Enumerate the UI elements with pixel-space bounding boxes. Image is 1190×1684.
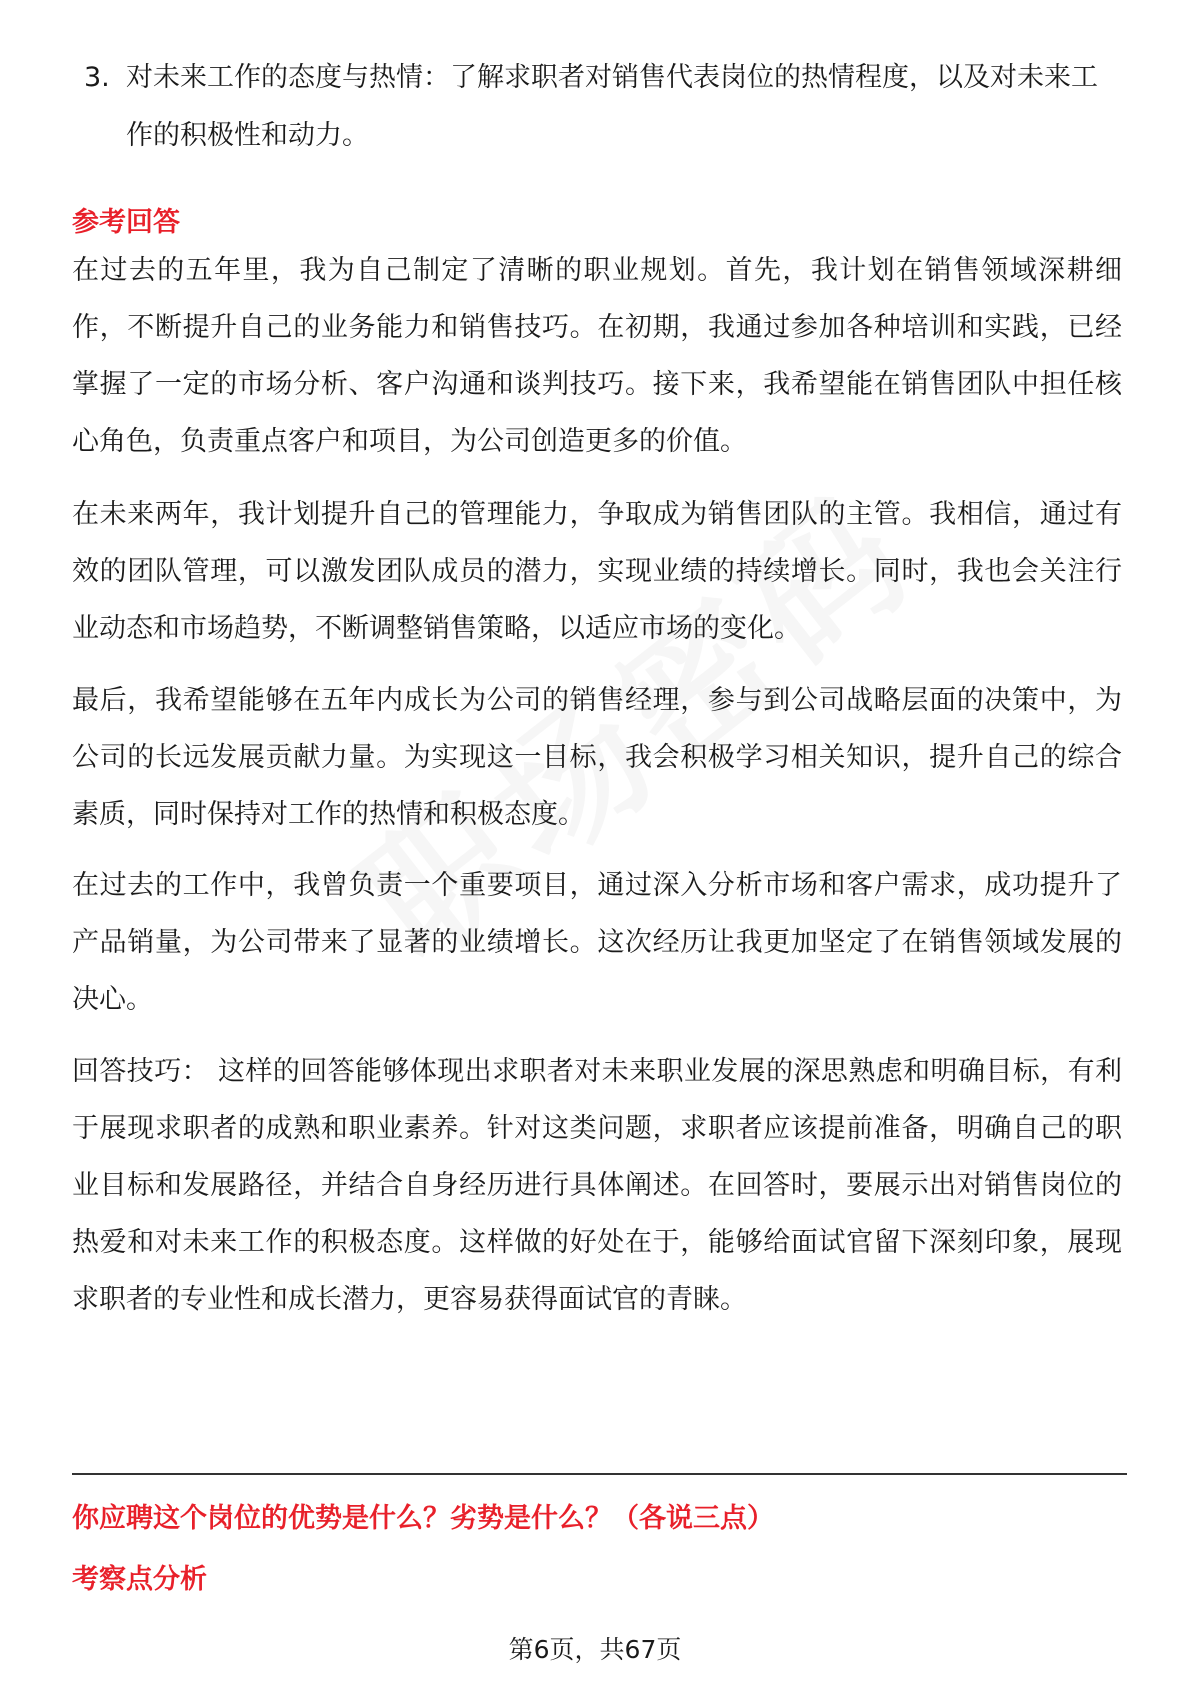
next-question-heading: 你应聘这个岗位的优势是什么？劣势是什么？（各说三点） (72, 1503, 774, 1534)
paragraph-4: 在过去的工作中，我曾负责一个重要项目，通过深入分析市场和客户需求，成功提升了产品销量，为公司带来了显著的业绩增长。这次经历让我更加坚定了在销售领域发展的决心。 (72, 870, 1122, 1015)
paragraph-3: 最后，我希望能够在五年内成长为公司的销售经理，参与到公司战略层面的决策中，为公司的长远发展贡献力量。为实现这一目标，我会积极学习相关知识，提升自己的综合素质，同时保持对工作的热情和积极态度。 (72, 685, 1122, 830)
page-footer: 第6页，共67页 (508, 1635, 682, 1664)
section-divider (72, 1473, 1127, 1475)
list-item-text: 对未来工作的态度与热情：了解求职者对销售代表岗位的热情程度，以及对未来工作的积极性和动力。 (126, 62, 1098, 151)
list-number: 3. (84, 62, 110, 93)
paragraph-1: 在过去的五年里，我为自己制定了清晰的职业规划。首先，我计划在销售领域深耕细作，不断提升自己的业务能力和销售技巧。在初期，我通过参加各种培训和实践，已经掌握了一定的市场分析、客户沟通和谈判技巧。接下来，我希望能在销售团队中担任核心角色，负责重点客户和项目，为公司创造更多的价值。 (72, 255, 1122, 457)
answer-tips-paragraph: 回答技巧： 这样的回答能够体现出求职者对未来职业发展的深思熟虑和明确目标，有利于展现求职者的成熟和职业素养。针对这类问题，求职者应该提前准备，明确自己的职业目标和发展路径，并结合自身经历进行具体阐述。在回答时，要展示出对销售岗位的热爱和对未来工作的积极态度。这样做的好处在于，能够给面试官留下深刻印象，展现求职者的专业性和成长潜力，更容易获得面试官的青睐。 (72, 1056, 1122, 1315)
list-item-3 (72, 49, 1122, 165)
paragraph-2: 在未来两年，我计划提升自己的管理能力，争取成为销售团队的主管。我相信，通过有效的团队管理，可以激发团队成员的潜力，实现业绩的持续增长。同时，我也会关注行业动态和市场趋势，不断调整销售策略，以适应市场的变化。 (72, 499, 1122, 644)
analysis-heading: 考察点分析 (72, 1564, 207, 1595)
reference-answer-heading: 参考回答 (72, 207, 180, 238)
